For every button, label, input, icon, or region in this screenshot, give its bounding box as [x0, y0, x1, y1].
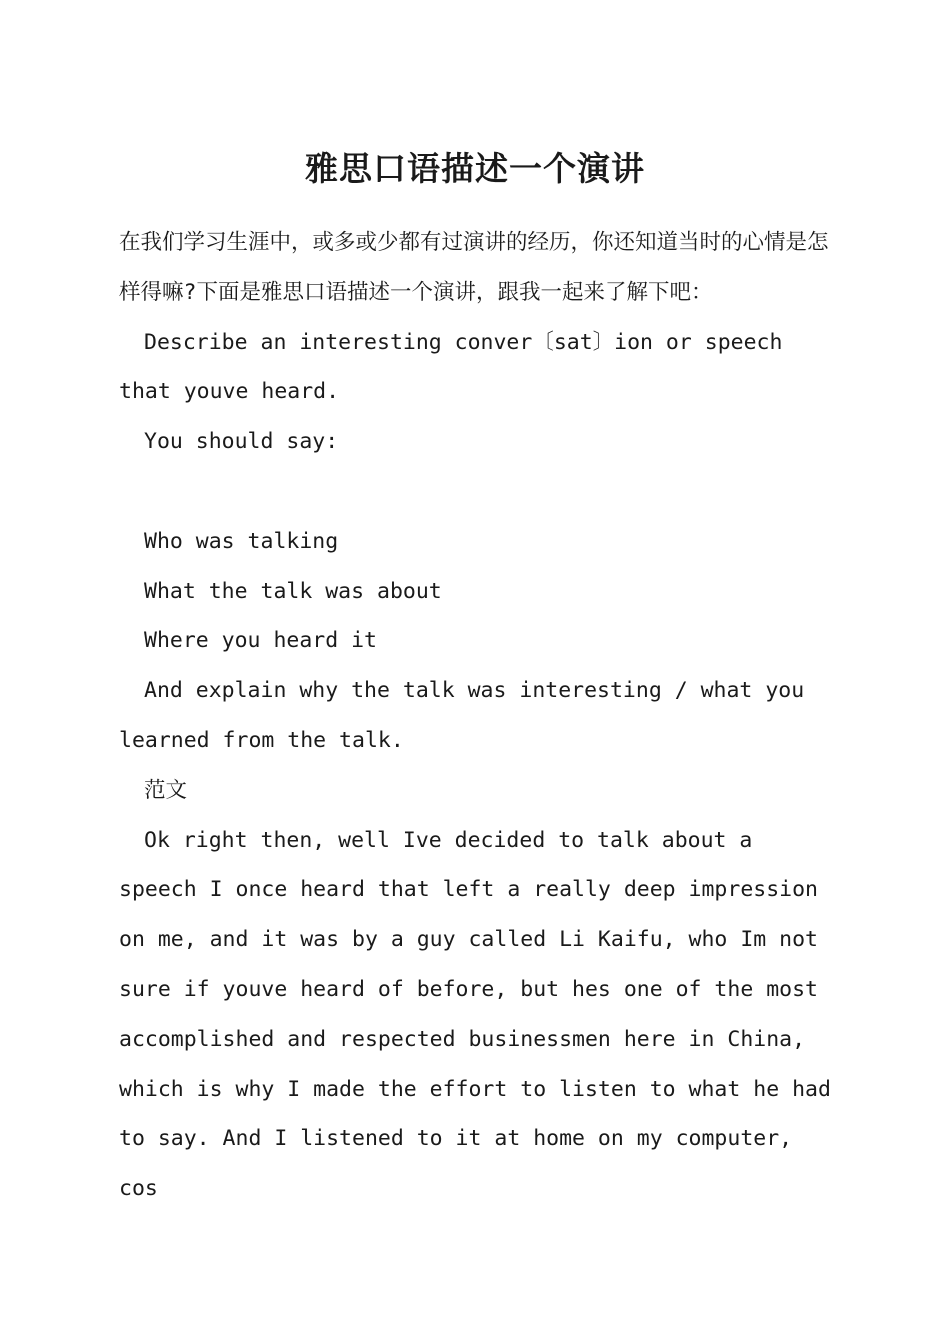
should-say-label: You should say: — [144, 429, 339, 455]
document-body — [119, 218, 839, 1214]
point-item: Who was talking — [144, 528, 339, 554]
point-item: And explain why the talk was interesting / what you learned from the talk. — [119, 678, 805, 753]
sample-paragraph: Ok right then, well Ive decided to talk about a speech I once heard that left a really deep impression on me, and it was by a guy called Li Kaifu, who Im not sure if youve heard of before, but hes one of the most accomplished and respected businessmen here in China, which is why I made the effort to listen to what he had to say. And I listened to it at home on my computer, cos — [119, 827, 831, 1202]
point-item: Where you heard it — [144, 628, 377, 654]
sample-heading: 范文 — [144, 777, 188, 803]
point-item: What the talk was about — [144, 578, 442, 604]
prompt-paragraph: Describe an interesting conver〔sat〕ion or speech that youve heard. — [119, 329, 783, 405]
page-title: 雅思口语描述一个演讲 — [305, 149, 645, 188]
intro-paragraph: 在我们学习生涯中，或多或少都有过演讲的经历，你还知道当时的心情是怎样得嘛?下面是雅思口语描述一个演讲，跟我一起来了解下吧： — [119, 230, 829, 305]
blank-line — [119, 467, 839, 517]
